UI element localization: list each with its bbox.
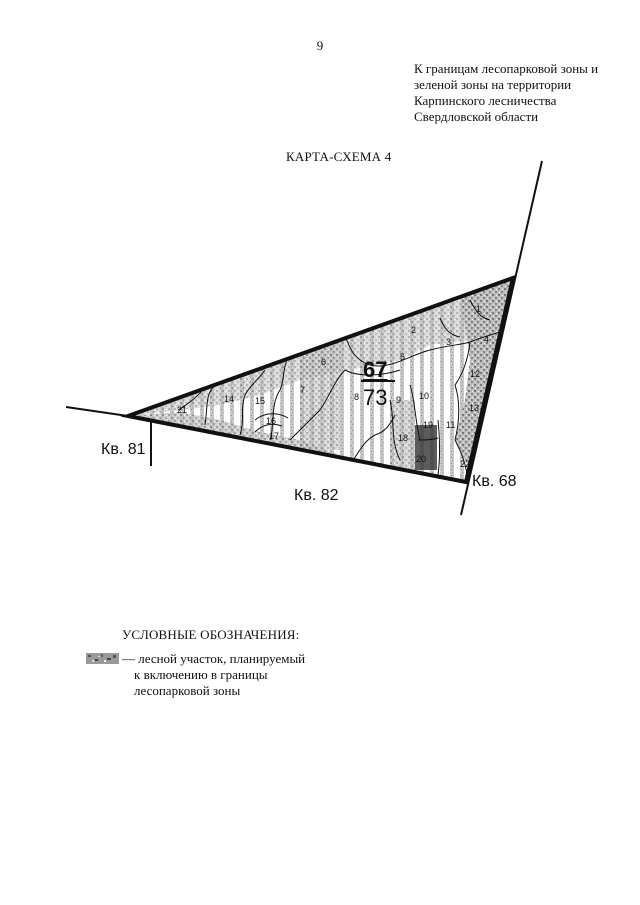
plot-label: 7 bbox=[300, 385, 306, 395]
legend-line: лесопарковой зоны bbox=[134, 683, 241, 698]
plot-label: 13 bbox=[469, 403, 480, 413]
plot-label: 22 bbox=[460, 459, 471, 469]
plot-label: 18 bbox=[398, 433, 409, 443]
plot-label: 4 bbox=[484, 334, 490, 344]
plot-label: 2 bbox=[411, 325, 417, 335]
plot-label: 11 bbox=[446, 420, 456, 430]
quarter-label-67: 67 bbox=[363, 357, 388, 382]
quarter-label-73: 73 bbox=[363, 385, 388, 410]
plot-label: 9 bbox=[396, 395, 402, 405]
plot-label: 12 bbox=[470, 369, 481, 379]
legend-text bbox=[122, 651, 305, 699]
neighbor-quarter-82: Кв. 82 bbox=[294, 487, 339, 504]
page-number: 9 bbox=[316, 38, 324, 53]
header-note-line: Свердловской области bbox=[414, 109, 539, 124]
plot-label: 6 bbox=[321, 357, 327, 367]
plot-label: 5 bbox=[400, 352, 406, 362]
legend-line: к включению в границы bbox=[134, 667, 268, 682]
plot-label: 3 bbox=[446, 337, 452, 347]
map-title: КАРТА-СХЕМА 4 bbox=[286, 149, 392, 164]
forest-area bbox=[120, 270, 520, 490]
neighbor-quarter-68: Кв. 68 bbox=[472, 473, 517, 490]
plot-label: 21 bbox=[177, 405, 188, 415]
neighbor-quarter-81: Кв. 81 bbox=[101, 441, 146, 458]
forest-swatch-icon bbox=[86, 653, 119, 664]
boundary-line bbox=[66, 407, 128, 416]
plot-label: 19 bbox=[423, 420, 434, 430]
plot-label: 14 bbox=[224, 394, 235, 404]
plot-label: 15 bbox=[255, 396, 266, 406]
plot-label: 1 bbox=[476, 304, 482, 314]
plot-label: 8 bbox=[354, 392, 360, 402]
header-note-line: К границам лесопарковой зоны и bbox=[414, 61, 599, 76]
plot-label: 16 bbox=[266, 416, 277, 426]
plot-label: 20 bbox=[416, 454, 427, 464]
legend-title: УСЛОВНЫЕ ОБОЗНАЧЕНИЯ: bbox=[122, 627, 300, 642]
header-note-line: зеленой зоны на территории bbox=[414, 77, 572, 92]
plot-label: 10 bbox=[419, 391, 430, 401]
plot-label: 17 bbox=[269, 431, 280, 441]
header-note-line: Карпинского лесничества bbox=[414, 93, 557, 108]
legend-line: — лесной участок, планируемый bbox=[122, 651, 306, 666]
